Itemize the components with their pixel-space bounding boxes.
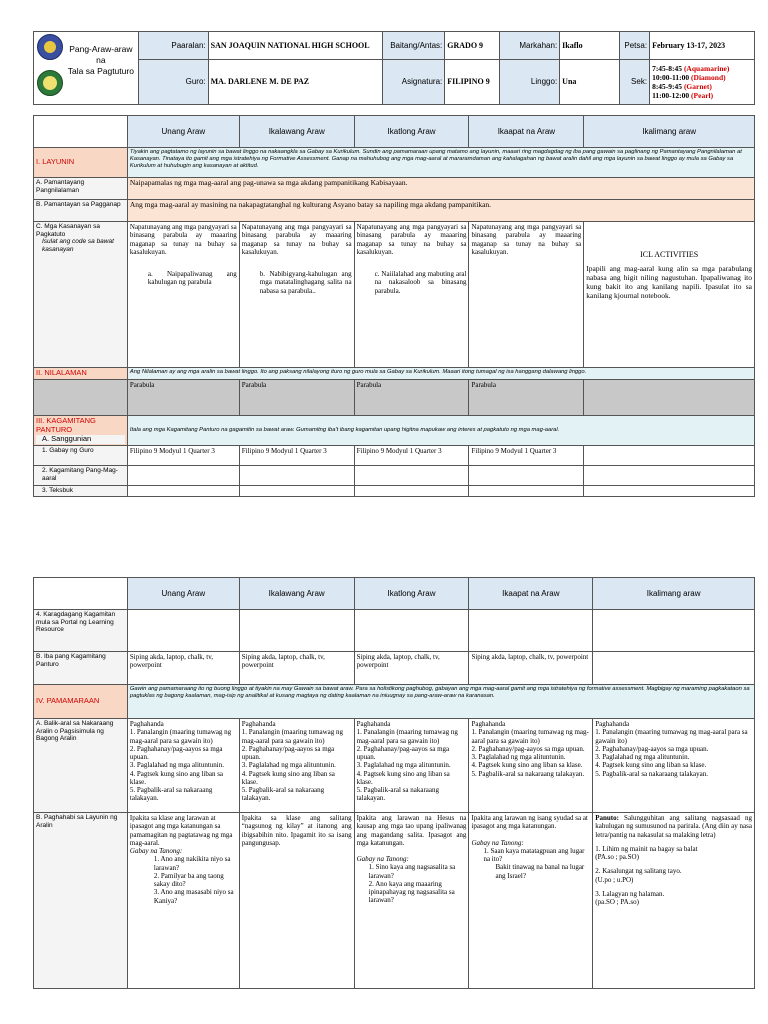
nilalaman-day3: Parabula [354,380,469,416]
iba-pang-day3: Siping akda, laptop, chalk, tv, powerpoint [354,652,469,685]
section-schedule [650,60,755,105]
nilalaman-day5 [584,380,755,416]
week-value: Una [560,60,620,105]
pamamaraan-note: Gawin ang pamamaraang ito ng buong linggo at tiyakin na may Gawain sa bawat araw. Para sa holistikong paghubog, gabayan ang mga mag-aaral gamit ang mga istratehiya ng formative assessment. Magbigay ng maraming pagkakataon sa pagtuklas ng bagong kaalaman, mag-isip ng analitikal at kusang magtaya ng dating kaalaman na iniuugnay sa pang-araw-araw na karanasan. [127,685,754,719]
iba-pang-day4: Siping akda, laptop, chalk, tv, powerpoint [469,652,593,685]
nilalaman-note: Ang Nilalaman ay ang mga aralin sa bawat linggo. Ito ang paksang nilalayong ituro ng guro mula sa Gabay sa Kurikulum. Maaari itong tumagal ng isa hanggang dalawang linggo. [127,368,754,380]
layunin-note: Tiyakin ang pagtatamo ng layunin sa bawat linggo na nakaangkla sa Gabay sa Kurikulum. Sundin ang pamamaraan upang matamo ang layunin, maaari ring magdagdag ng iba pang gawain sa paglinang ng Pamantayang Pangnilalaman at Kasanayan. Tinataya ito gamit ang mga istratehiya ng Formative Assessment. Ganap na mahuhubog ang mga mag-aaral at mararamdaman ang kahalagahan ng bawat aralin dahil ang mga layunin sa bawat linggo ay mula sa Gabay sa Kurikulum at huhubugin ang kasanayan at aktitud. [127,148,754,178]
day-header: Ikalimang araw [593,578,755,610]
nilalaman-blank [34,380,128,416]
kasanayan-day4: Napatunayang ang mga pangyayari sa binasang parabula ay maaaring maganap sa tunay na buhay sa kasalukuyan. [469,222,584,368]
gabay-day2: Filipino 9 Modyul 1 Quarter 3 [239,446,354,466]
kasanayan-day3: Napatunayang ang mga pangyayari sa binasang parabula ay maaaring maganap sa tunay na buhay sa kasalukuyan. c. Naiilalahad ang mabuting aral na nakasaloob sa binasang parabula. [354,222,469,368]
pamantayan-sa-pagganap-label: B. Pamantayan sa Pagganap [34,200,128,222]
school-logo-icon [37,70,63,96]
grade-label: Baitang/Antas: [383,32,445,60]
school-value: SAN JOAQUIN NATIONAL HIGH SCHOOL [208,32,383,60]
day-header: Ikatlong Araw [354,116,469,148]
week-label: Linggo: [500,60,560,105]
pamantayan-sa-pagganap-text: Ang mga mag-aaral ay masining na nakapagtatanghal ng kulturang Asyano batay sa napiling mga akdang pampanitikan. [127,200,754,222]
header-title-cell [34,32,139,105]
iba-pang-day5 [593,652,755,685]
subject-value: FILIPINO 9 [445,60,500,105]
section-row: 7:45-8:45 (Aquamarine) [652,64,730,74]
teacher-value: MA. DARLENE M. DE PAZ [208,60,383,105]
paghahabi-day1: Ipakita sa klase ang larawan at ipasagot ang mga katanungan sa pamamagitan ng pagtatawag ng mga mag-aaral. Gabay na Tanong: 1. Ano ang nakikita niyo sa larawan? 2. Pamilyar ba ang taong sakay dito? 3. Ano ang masasabi niyo sa Kaniya? [127,813,239,989]
day-header: Ikalawang Araw [239,578,354,610]
kagamitang-panturo-label: III. KAGAMITANG PANTURO A. Sanggunian [34,416,128,446]
kagamitang-mag-aaral-label: 2. Kagamitang Pang-Mag-aaral [34,466,128,486]
section-label: Sek: [620,60,650,105]
quarter-value: Ikaflo [560,32,620,60]
section-row: 11:00-12:00 (Pearl) [652,91,714,101]
header-table [33,31,755,105]
date-value: February 13-17, 2023 [650,32,755,60]
section-row: 10:00-11:00 (Diamond) [652,73,726,83]
iba-pang-label: B. Iba pang Kagamitang Panturo [34,652,128,685]
subject-label: Asignatura: [383,60,445,105]
gabay-day3: Filipino 9 Modyul 1 Quarter 3 [354,446,469,466]
plan-table-2 [33,577,755,989]
icl-title: ICL ACTIVITIES [640,250,699,259]
header-title-line-3: Tala sa Pagtuturo [67,66,134,77]
balik-aral-day2: Paghahanda 1. Panalangin (maaring tumawag ng mag-aaral para sa gawain ito) 2. Paghahanay/pag-aayos sa mga upuan. 3. Paglalahad ng mga alituntunin. 4. Pagtsek kung sino ang liban sa klase. 5. Pagbalik-aral sa nakaraang talakayan. [239,719,354,813]
pamamaraan-label: IV. PAMAMARAAN [34,685,128,719]
iba-pang-day2: Siping akda, laptop, chalk, tv, powerpoint [239,652,354,685]
paghahabi-day3: Ipakita ang larawan na Hesus na kausap ang mga tao upang ipaliwanag ang magandang salita. Ipasagot ang mga katanungan. Gabay na Tanong: 1. Sino kaya ang nagsasalita sa larawan? 2. Ano kaya ang maaaring ipinapahayag ng nagsasalita sa larawan? [354,813,469,989]
kasanayan-note: Isulat ang code sa bawat kasanayan [42,238,114,253]
karagdagang-label: 4. Karagdagang Kagamitan mula sa Portal ng Learning Resource [34,610,128,652]
teksbuk-label: 3. Teksbuk [34,486,128,497]
pamantayang-pangnilalaman-label: A. Pamantayang Pangnilalaman [34,178,128,200]
kasanayan-day1: Napatunayang ang mga pangyayari sa binasang parabula ay maaaring maganap sa tunay na buhay sa kasalukuyan. a. Naipapaliwanag ang kahulugan ng parabula [127,222,239,368]
gabay-day1: Filipino 9 Modyul 1 Quarter 3 [127,446,239,466]
paghahabi-label: B. Paghahabi sa Layunin ng Aralin [34,813,128,989]
balik-aral-day3: Paghahanda 1. Panalangin (maaring tumawag ng mag-aaral para sa gawain ito) 2. Paghahanay/pag-aayos sa mga upuan. 3. Paglalahad ng mga alituntunin. 4. Pagtsek kung sino ang liban sa klase. 5. Pagbalik-aral sa nakaraang talakayan. [354,719,469,813]
paghahabi-day5: Panuto: Salungguhitan ang salitang nagsasaad ng kahulugan ng sumusunod na parirala. (Ang diin ay nasa letra/pantig na nakasulat sa malaking letra) 1. Lihim ng mainit na bagay sa balat (PA.so ; pa.SO) 2. Kasalungat ng salitang tayo. (U.po ; u.PO) 3. Lalagyan ng halaman. (pa.SO ; PA.so) [593,813,755,989]
sanggunian-label: A. Sanggunian [36,435,125,444]
nilalaman-day1: Parabula [127,380,239,416]
day-header: Ikatlong Araw [354,578,469,610]
gabay-day4: Filipino 9 Modyul 1 Quarter 3 [469,446,584,466]
day-header: Ikaapat na Araw [469,578,593,610]
iba-pang-day1: Siping akda, laptop, chalk, tv, powerpoint [127,652,239,685]
pamantayang-pangnilalaman-text: Naipapamalas ng mga mag-aaral ang pag-unawa sa mga akdang pampanitikang Kabisayaan. [127,178,754,200]
day-header: Ikalimang araw [584,116,755,148]
kasanayan-label: C. Mga Kasanayan sa Pagkatuto Isulat ang code sa bawat kasanayan [34,222,128,368]
quarter-label: Markahan: [500,32,560,60]
gabay-day5 [584,446,755,466]
deped-seal-icon [37,34,63,60]
date-label: Petsa: [620,32,650,60]
balik-aral-day4: Paghahanda 1. Panalangin (maaring tumawag ng mag-aaral para sa gawain ito) 2. Paghahanay/pag-aayos sa mga upuan. 3. Paglalahad ng mga alituntunin. 4. Pagtsek kung sino ang liban sa klase. 5. Pagbalik-aral sa nakaraang talakayan. [469,719,593,813]
kasanayan-day2: Napatunayang ang mga pangyayari sa binasang parabula ay maaaring maganap sa tunay na buhay sa kasalukuyan. b. Nabibigyang-kahulugan ang mga matatalinghagang salita na nabasa sa parabula.. [239,222,354,368]
gabay-label: 1. Gabay ng Guro [34,446,128,466]
icl-text: Ipapili ang mag-aaral kung alin sa mga parabulang nabasa ang higit niling nagustuhan. Ipapaliwanag ito kung bakit ito ang kanilang napili. Ipasulat ito sa kanilang kjournal notebook. [586,264,752,300]
layunin-label: I. LAYUNIN [34,148,128,178]
school-label: Paaralan: [138,32,208,60]
teacher-label: Guro: [138,60,208,105]
grade-value: GRADO 9 [445,32,500,60]
nilalaman-day4: Parabula [469,380,584,416]
balik-aral-day1: Paghahanda 1. Panalangin (maaring tumawag ng mag-aaral para sa gawain ito) 2. Paghahanay/pag-aayos sa mga upuan. 3. Paglalahad ng mga alituntunin. 4. Pagtsek kung sino ang liban sa klase. 5. Pagbalik-aral sa nakaraang talakayan. [127,719,239,813]
header-title-line-1: Pang-Araw-araw [69,44,133,54]
header-title-line-2: na [96,55,106,66]
day-header: Ikaapat na Araw [469,116,584,148]
paghahabi-day2: Ipakita sa klase ang salitang “nagsunog ng kilay” at itanong ang ibigsabihin nito. Ipagamit ito sa isang pangungusap. [239,813,354,989]
nilalaman-day2: Parabula [239,380,354,416]
paghahabi-day4: Ipakita ang larawan ng isang syudad sa at ipasagot ang mga katanungan. Gabay na Tanong: 1. Saan kaya matatagpuan ang lugar na ito? Bakit tinawag na banal na lugar ang Israel? [469,813,593,989]
day-header: Ikalawang Araw [239,116,354,148]
corner-cell [34,578,128,610]
balik-aral-day5: Paghahanda 1. Panalangin (maaring tumawag ng mag-aaral para sa gawain ito) 2. Paghahanay/pag-aayos sa mga upuan. 3. Paglalahad ng mga alituntunin. 4. Pagtsek kung sino ang liban sa klase. 5. Pagbalik-aral sa nakaraang talakayan. [593,719,755,813]
section-row: 8:45-9:45 (Garnet) [652,82,712,92]
balik-aral-label: A. Balik-aral sa Nakaraang Aralin o Pagsisimula ng Bagong Aralin [34,719,128,813]
day-header: Unang Araw [127,578,239,610]
nilalaman-label: II. NILALAMAN [34,368,128,380]
day-header: Unang Araw [127,116,239,148]
kagamitang-note: Itala ang mga Kagamitang Panturo na gagamitin sa bawat araw. Gumamitng iba't ibang kagamitan upang higitna mapukaw ang interes at pagkatuto ng mga mag-aaral. [127,416,754,446]
plan-table-1 [33,115,755,497]
kasanayan-day5 [584,222,755,368]
corner-cell [34,116,128,148]
